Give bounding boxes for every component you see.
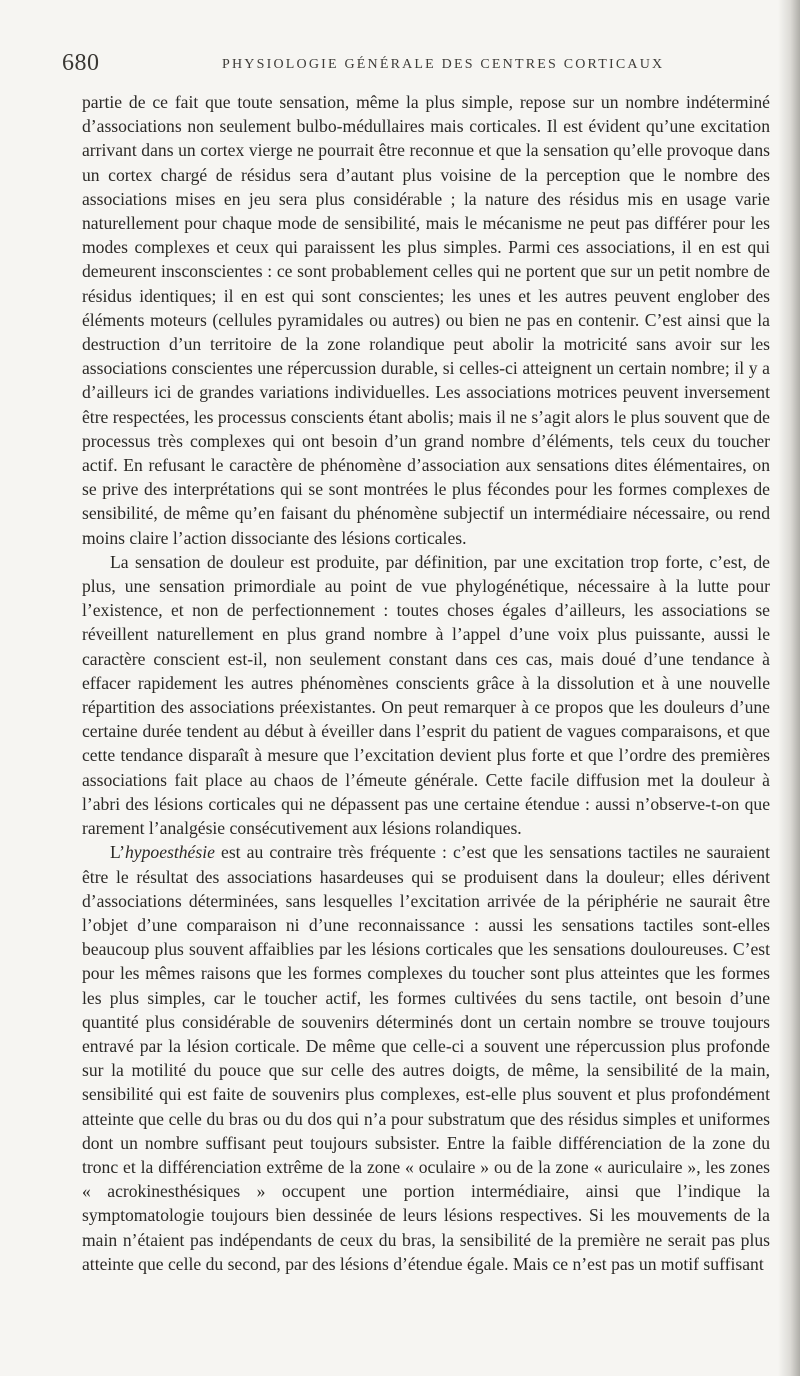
italic-term: hypoesthésie	[125, 842, 215, 863]
body-text	[82, 90, 770, 1276]
paragraph-douleur: La sensation de douleur est produite, par définition, par une excitation trop forte, c’est, de plus, une sensation primordiale au point de vue phylogénétique, nécessaire à la lutte pour l’existence, et non de perfectionnement : toutes choses égales d’ailleurs, les associations se réveillent naturellement en plus grand nombre à l’appel d’une voix plus puissante, aussi le caractère conscient est-il, non seulement constant dans ces cas, mais doué d’une tendance à effacer rapidement les autres phénomènes conscients grâce à la dissolution et à une nouvelle répartition des associations préexistantes. On peut remarquer à ce propos que les douleurs d’une certaine durée tendent au début à éveiller dans l’esprit du patient de vagues comparaisons, et que cette tendance disparaît à mesure que l’excitation devient plus forte et que l’ordre des premières associations fait place au chaos de l’émeute générale. Cette facile diffusion met la douleur à l’abri des lésions corticales qui ne dépassent pas une certaine étendue : aussi n’observe-t-on que rarement l’analgésie consécutivement aux lésions rolandiques.	[82, 551, 770, 839]
running-head-title: PHYSIOLOGIE GÉNÉRALE DES CENTRES CORTICAUX	[222, 57, 665, 72]
paragraph-body: est au contraire très fréquente : c’est que les sensations tactiles ne sauraient être le résultat des associations hasardeuses qui se produisent dans la douleur; elles dérivent d’associations déterminées, sans lesquelles l’excitation arrivée de la périphérie ne saurait être l’objet d’une comparaison ni d’une reconnaissance : aussi les sensations tactiles sont-elles beaucoup plus souvent affaiblies par les lésions corticales que les sensations douloureuses. C’est pour les mêmes raisons que les formes complexes du toucher sont plus atteintes que les formes les plus simples, car le toucher actif, les formes cultivées du sens tactile, ont besoin d’une quantité plus considérable de souvenirs déterminés dont un certain nombre se trouve toujours entravé par la lésion corticale. De même que celle-ci a souvent une répercussion plus profonde sur la motilité du pouce que sur celle des autres doigts, de même, la sensibilité de la main, sensibilité qui est faite de souvenirs plus complexes, est-elle plus souvent et plus profondément atteinte que celle du bras ou du dos qui n’a pour substratum que des résidus simples et uniformes dont un nombre suffisant peut toujours subsister. Entre la faible différenciation de la zone du tronc et la différenciation extrême de la zone « oculaire » ou de la zone « auriculaire », les zones « acrokinesthésiques » occupent une portion intermédiaire, ainsi que l’indique la symptomatologie toujours bien dessinée de leurs lésions respectives. Si les mouvements de la main n’étaient pas indépendants de ceux du bras, la sensibilité de la première ne serait pas plus atteinte que celle du second, par des lésions d’étendue égale. Mais ce n’est pas un motif suffisant	[82, 842, 770, 1274]
page-edge-shadow	[778, 0, 800, 1376]
running-head	[0, 50, 800, 80]
paragraph-continuation: partie de ce fait que toute sensation, même la plus simple, repose sur un nombre indéterminé d’associations non seulement bulbo-médullaires mais corticales. Il est évident qu’une excitation arrivant dans un cortex vierge ne pourrait être reconnue et que la sensation qu’elle provoque dans un cortex chargé de résidus sera d’autant plus voisine de la perception que le nombre des associations mises en jeu sera plus considérable ; la nature des résidus mis en usage varie naturellement pour chaque mode de sensibilité, mais le mécanisme ne peut pas différer pour les modes complexes et ceux qui paraissent les plus simples. Parmi ces associations, il en est qui demeurent insconscientes : ce sont probablement celles qui ne portent que sur un petit nombre de résidus identiques; il en est qui sont conscientes; les unes et les autres peuvent englober des éléments moteurs (cellules pyramidales ou autres) ou bien ne pas en contenir. C’est ainsi que la destruction d’un territoire de la zone rolandique peut abolir la motricité sans avoir sur les associations conscientes une répercussion durable, si celles-ci atteignent un certain nombre; il y a d’ailleurs ici de grandes variations individuelles. Les associations motrices peuvent inversement être respectées, les processus conscients étant abolis; mais il ne s’agit alors le plus souvent que de processus très complexes qui ont besoin d’un grand nombre d’éléments, tels ceux du toucher actif. En refusant le caractère de phénomène d’association aux sensations dites élémentaires, on se prive des interprétations qui se sont montrées le plus fécondes pour les formes complexes de sensibilité, de même qu’en faisant du phénomène subjectif un intermédiaire nécessaire, ou rend moins claire l’action dissociante des lésions corticales.	[82, 92, 770, 548]
paragraph-hypoesthesie	[82, 840, 770, 1276]
paragraph-lead-prefix: L’	[110, 842, 125, 863]
page-number: 680	[62, 50, 100, 76]
